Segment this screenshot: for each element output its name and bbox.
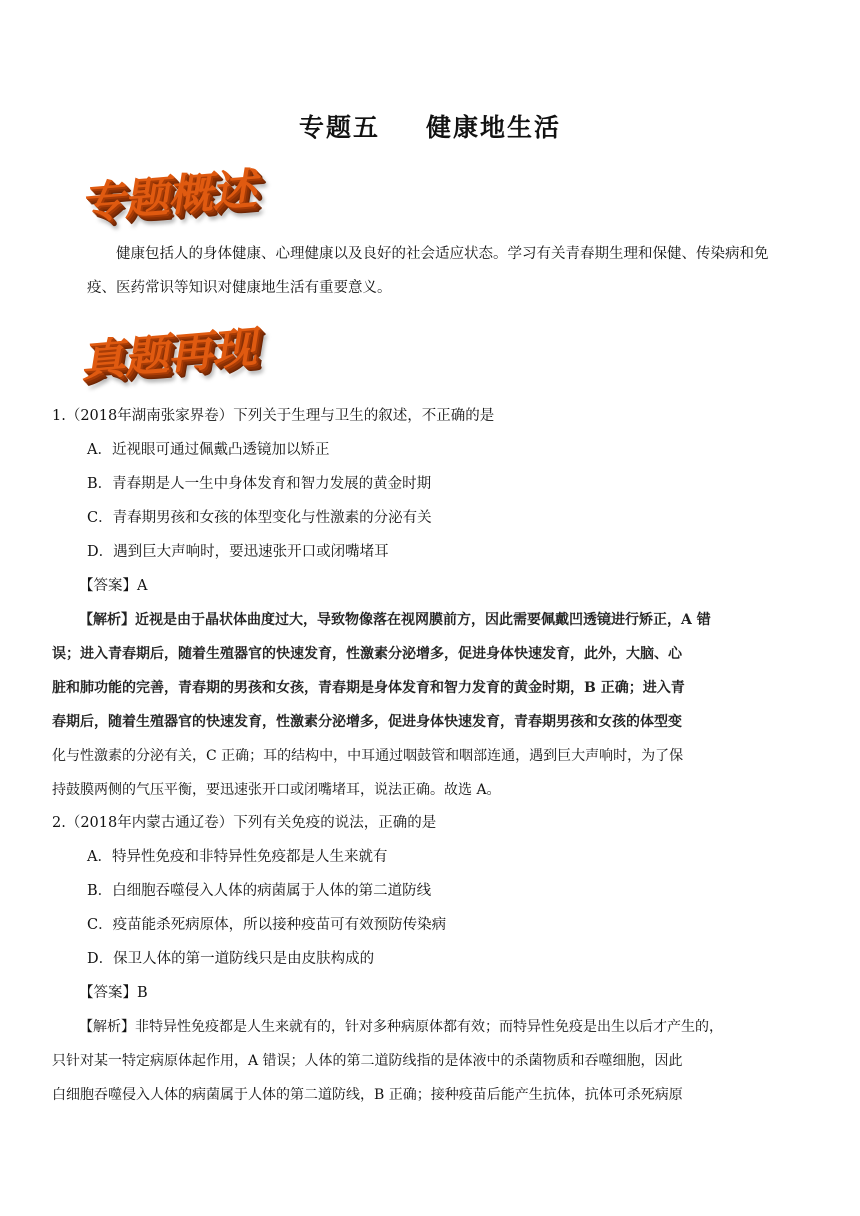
question-2-explanation-line: 白细胞吞噬侵入人体的病菌属于人体的第二道防线，B 正确；接种疫苗后能产生抗体，抗体可杀死病原 bbox=[52, 1087, 683, 1103]
question-2-stem: 2.（2018年内蒙古通辽卷）下列有关免疫的说法，正确的是 bbox=[52, 815, 437, 831]
question-1-option-c: C．青春期男孩和女孩的体型变化与性激素的分泌有关 bbox=[87, 510, 432, 526]
document-title bbox=[0, 108, 860, 144]
title-topic-name: 健康地生活 bbox=[426, 113, 562, 142]
overview-paragraph: 健康包括人的身体健康、心理健康以及良好的社会适应状态。学习有关青春期生理和保健、传染病和免疫、医药常识等知识对健康地生活有重要意义。 bbox=[87, 246, 769, 296]
question-1-explanation-line: 春期后，随着生殖器官的快速发育，性激素分泌增多，促进身体快速发育，青春期男孩和女孩的体型变 bbox=[52, 714, 682, 730]
question-1-explanation-line: 化与性激素的分泌有关，C 正确；耳的结构中，中耳通过咽鼓管和咽部连通，遇到巨大声响时，为了保 bbox=[52, 748, 684, 764]
title-topic-number: 专题五 bbox=[298, 113, 380, 142]
question-2-explanation-line: 【解析】非特异性免疫都是人生来就有的，针对多种病原体都有效；而特异性免疫是出生以后才产生的， bbox=[79, 1019, 723, 1035]
question-2-option-a: A．特异性免疫和非特异性免疫都是人生来就有 bbox=[87, 849, 388, 865]
question-1-explanation-line: 误；进入青春期后，随着生殖器官的快速发育，性激素分泌增多，促进身体快速发育，此外，大脑、心 bbox=[52, 646, 682, 662]
question-2-option-c: C．疫苗能杀死病原体，所以接种疫苗可有效预防传染病 bbox=[87, 917, 447, 933]
question-1-explanation-line: 持鼓膜两侧的气压平衡，要迅速张开口或闭嘴堵耳，说法正确。故选 A。 bbox=[52, 782, 501, 798]
question-1-explanation-line: 脏和肺功能的完善，青春期的男孩和女孩，青春期是身体发育和智力发育的黄金时期，B 正确；进入青 bbox=[52, 680, 685, 696]
question-1-option-b: B．青春期是人一生中身体发育和智力发展的黄金时期 bbox=[87, 476, 432, 492]
question-1-answer: 【答案】A bbox=[79, 578, 148, 594]
overview-banner: 专题概述 bbox=[79, 163, 263, 230]
review-banner: 真题再现 bbox=[79, 321, 263, 388]
question-1-stem: 1.（2018年湖南张家界卷）下列关于生理与卫生的叙述，不正确的是 bbox=[52, 408, 495, 424]
question-2-answer: 【答案】B bbox=[79, 985, 148, 1001]
question-2-option-b: B．白细胞吞噬侵入人体的病菌属于人体的第二道防线 bbox=[87, 883, 432, 899]
question-1-explanation-line: 【解析】近视是由于晶状体曲度过大，导致物像落在视网膜前方，因此需要佩戴凹透镜进行矫正，A 错 bbox=[79, 612, 711, 628]
question-2-explanation-line: 只针对某一特定病原体起作用，A 错误；人体的第二道防线指的是体液中的杀菌物质和吞噬细胞，因此 bbox=[52, 1053, 683, 1069]
question-1-option-d: D．遇到巨大声响时，要迅速张开口或闭嘴堵耳 bbox=[87, 544, 389, 560]
question-2-option-d: D．保卫人体的第一道防线只是由皮肤构成的 bbox=[87, 951, 375, 967]
question-1-option-a: A．近视眼可通过佩戴凸透镜加以矫正 bbox=[87, 442, 330, 458]
